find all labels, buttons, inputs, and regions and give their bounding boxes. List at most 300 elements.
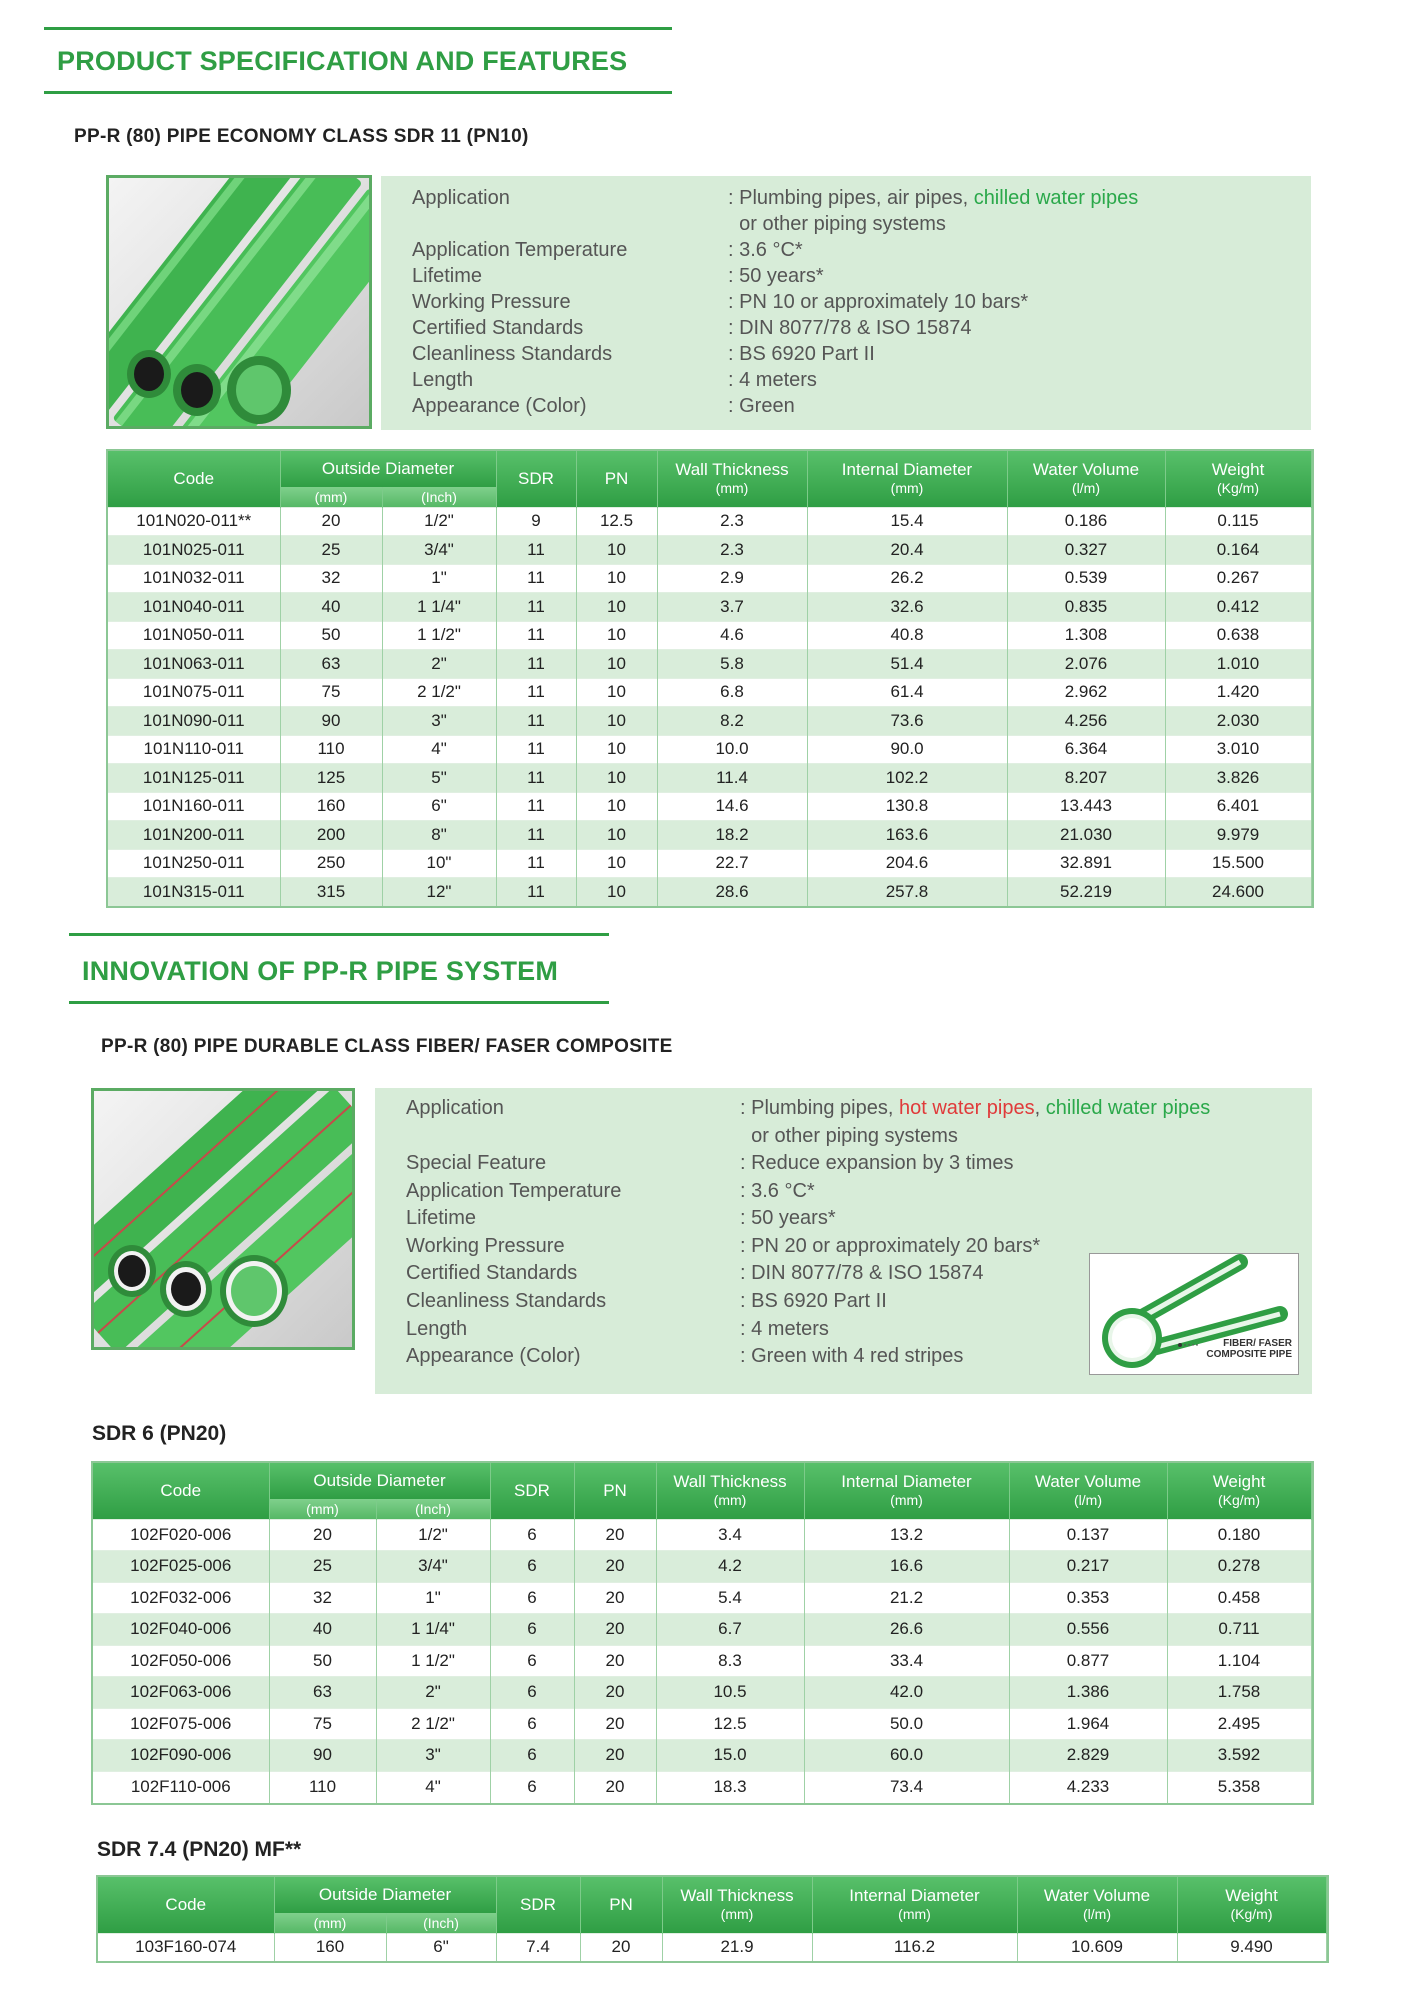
table-cell: 1/2" [376, 1519, 490, 1551]
table-cell: 6 [490, 1708, 574, 1740]
table-cell: 11 [496, 821, 576, 850]
table-cell: 10.5 [656, 1677, 804, 1709]
table-cell: 12" [382, 878, 496, 907]
spec-row [381, 211, 1311, 237]
spec-value: : Green with 4 red stripes [740, 1345, 964, 1367]
table-cell: 3/4" [376, 1551, 490, 1583]
spec-value: : 4 meters [740, 1318, 829, 1340]
table-cell: 40.8 [807, 621, 1007, 650]
table-cell: 4.6 [657, 621, 807, 650]
table-cell: 11 [496, 764, 576, 793]
table-cell: 130.8 [807, 792, 1007, 821]
table-cell: 20 [574, 1645, 656, 1677]
table-cell: 15.500 [1165, 849, 1311, 878]
table-cell: 10 [576, 735, 657, 764]
table-cell: 101N063-011 [108, 650, 280, 679]
table-cell: 11 [496, 678, 576, 707]
table-cell: 50 [280, 621, 382, 650]
table-cell: 51.4 [807, 650, 1007, 679]
table-cell: 10 [576, 849, 657, 878]
table-cell: 101N050-011 [108, 621, 280, 650]
table-cell: 11 [496, 564, 576, 593]
table-cell: 3.826 [1165, 764, 1311, 793]
table-cell: 6 [490, 1582, 574, 1614]
product-subtitle-2: PP-R (80) PIPE DURABLE CLASS FIBER/ FASER COMPOSITE [101, 1036, 673, 1057]
col-header-wall-thickness: Wall Thickness (mm) [656, 1463, 804, 1519]
spec-row [381, 289, 1311, 315]
spec-value: : PN 10 or approximately 10 bars* [728, 291, 1029, 313]
table-cell: 11 [496, 849, 576, 878]
sdr6-title: SDR 6 (PN20) [92, 1422, 227, 1445]
spec-label: Length [406, 1318, 468, 1340]
table-cell: 0.267 [1165, 564, 1311, 593]
table-cell: 11 [496, 878, 576, 907]
table-cell: 13.2 [804, 1519, 1009, 1551]
spec-label: Cleanliness Standards [412, 343, 613, 365]
table-cell: 101N032-011 [108, 564, 280, 593]
table-cell: 102F063-006 [93, 1677, 269, 1709]
table-row [108, 707, 1311, 736]
table-row [108, 536, 1311, 565]
table-cell: 10 [576, 764, 657, 793]
table-cell: 102F040-006 [93, 1614, 269, 1646]
table-cell: 11 [496, 707, 576, 736]
table-cell: 42.0 [804, 1677, 1009, 1709]
spec-label: Certified Standards [406, 1262, 578, 1284]
fiber-pipes-icon [94, 1091, 352, 1347]
table-cell: 3" [382, 707, 496, 736]
table-cell: 2.076 [1007, 650, 1165, 679]
table-cell: 0.137 [1009, 1519, 1167, 1551]
table-row [108, 878, 1311, 907]
spec-label: Application [406, 1097, 504, 1119]
table-cell: 4" [376, 1771, 490, 1803]
table-cell: 1.010 [1165, 650, 1311, 679]
heading-rule-bottom [44, 91, 672, 94]
col-subheader-mm: (mm) [269, 1499, 376, 1519]
table-cell: 32 [269, 1582, 376, 1614]
table-cell: 11 [496, 650, 576, 679]
table-row [108, 621, 1311, 650]
table-cell: 4" [382, 735, 496, 764]
table-cell: 1/2" [382, 507, 496, 536]
table-cell: 10 [576, 650, 657, 679]
table-cell: 2.962 [1007, 678, 1165, 707]
table-cell: 7.4 [496, 1933, 580, 1961]
spec-row [381, 393, 1311, 419]
spec-value: : BS 6920 Part II [728, 343, 875, 365]
spec-value: : DIN 8077/78 & ISO 15874 [740, 1262, 984, 1284]
table-cell: 0.877 [1009, 1645, 1167, 1677]
table-cell: 101N125-011 [108, 764, 280, 793]
table-cell: 6" [382, 792, 496, 821]
table-cell: 0.115 [1165, 507, 1311, 536]
col-subheader-inch: (Inch) [376, 1499, 490, 1519]
table-cell: 20 [574, 1519, 656, 1551]
spec-label: Application Temperature [412, 239, 628, 261]
spec-box [381, 176, 1311, 430]
spec-label: Appearance (Color) [406, 1345, 581, 1367]
table-cell: 6.7 [656, 1614, 804, 1646]
spec-value: : DIN 8077/78 & ISO 15874 [728, 317, 972, 339]
table-cell: 9.490 [1177, 1933, 1326, 1961]
col-header-internal-diameter: Internal Diameter (mm) [804, 1463, 1009, 1519]
table-row [108, 735, 1311, 764]
table-cell: 101N075-011 [108, 678, 280, 707]
table-cell: 2" [376, 1677, 490, 1709]
table-row [108, 593, 1311, 622]
table-cell: 75 [280, 678, 382, 707]
table-cell: 0.186 [1007, 507, 1165, 536]
spec-label: Length [412, 369, 474, 391]
table-cell: 40 [280, 593, 382, 622]
spec-row [381, 263, 1311, 289]
pipe-spec-table-sdr74 [98, 1877, 1327, 1961]
table-cell: 6 [490, 1614, 574, 1646]
heading-rule-top-2 [69, 933, 609, 936]
spec-label: Special Feature [406, 1152, 547, 1174]
table-cell: 315 [280, 878, 382, 907]
table-cell: 3" [376, 1740, 490, 1772]
pipe-photo [106, 175, 372, 429]
table-cell: 5.8 [657, 650, 807, 679]
table-cell: 4.233 [1009, 1771, 1167, 1803]
table-cell: 9 [496, 507, 576, 536]
table-cell: 11 [496, 593, 576, 622]
table-cell: 257.8 [807, 878, 1007, 907]
spec-value: or other piping systems [728, 213, 946, 235]
spec-row [381, 367, 1311, 393]
table-cell: 90 [280, 707, 382, 736]
table-cell: 101N040-011 [108, 593, 280, 622]
table-cell: 102F075-006 [93, 1708, 269, 1740]
table-row [93, 1677, 1311, 1709]
spec-label: Application Temperature [406, 1180, 622, 1202]
table-cell: 0.556 [1009, 1614, 1167, 1646]
table-cell: 10 [576, 536, 657, 565]
table-row [93, 1614, 1311, 1646]
pipe-photo-2 [91, 1088, 355, 1350]
table-cell: 2.3 [657, 507, 807, 536]
table-cell: 10 [576, 821, 657, 850]
table-cell: 18.3 [656, 1771, 804, 1803]
table-cell: 22.7 [657, 849, 807, 878]
spec-value: : 3.6 °C* [728, 239, 803, 261]
table-cell: 6 [490, 1677, 574, 1709]
table-cell: 6 [490, 1771, 574, 1803]
table-cell: 20 [280, 507, 382, 536]
table-cell: 1.758 [1167, 1677, 1311, 1709]
table-cell: 1.386 [1009, 1677, 1167, 1709]
col-header-internal-diameter: Internal Diameter (mm) [812, 1877, 1017, 1933]
col-header-outside-diameter: Outside Diameter [280, 451, 496, 487]
spec-label: Lifetime [412, 265, 483, 287]
table-cell: 1 1/4" [382, 593, 496, 622]
table-cell: 2 1/2" [382, 678, 496, 707]
spec-value: : 3.6 °C* [740, 1180, 815, 1202]
table-cell: 101N315-011 [108, 878, 280, 907]
table-row [108, 678, 1311, 707]
table-cell: 20 [574, 1740, 656, 1772]
table-row [93, 1771, 1311, 1803]
spec-value: : Green [728, 395, 795, 417]
col-subheader-inch: (Inch) [386, 1913, 496, 1933]
table-cell: 101N025-011 [108, 536, 280, 565]
table-cell: 63 [269, 1677, 376, 1709]
table-cell: 32 [280, 564, 382, 593]
table-cell: 9.979 [1165, 821, 1311, 850]
table-row [93, 1708, 1311, 1740]
table-cell: 24.600 [1165, 878, 1311, 907]
table-cell: 11 [496, 536, 576, 565]
table-cell: 2 1/2" [376, 1708, 490, 1740]
col-header-internal-diameter: Internal Diameter (mm) [807, 451, 1007, 507]
col-header-water-volume: Water Volume (l/m) [1009, 1463, 1167, 1519]
table-row [108, 849, 1311, 878]
spec-row [375, 1095, 1312, 1121]
green-pipes-icon [109, 178, 369, 426]
table-cell: 204.6 [807, 849, 1007, 878]
table-cell: 0.835 [1007, 593, 1165, 622]
table-cell: 32.6 [807, 593, 1007, 622]
table-cell: 10" [382, 849, 496, 878]
table-row [108, 564, 1311, 593]
table-cell: 6" [386, 1933, 496, 1961]
spec-value: : BS 6920 Part II [740, 1290, 887, 1312]
spec-row [375, 1178, 1312, 1204]
col-header-pn: PN [580, 1877, 662, 1933]
table-cell: 3.592 [1167, 1740, 1311, 1772]
table-cell: 15.0 [656, 1740, 804, 1772]
table-cell: 102.2 [807, 764, 1007, 793]
table-cell: 2.9 [657, 564, 807, 593]
spec-box-2 [375, 1088, 1312, 1394]
table-cell: 102F050-006 [93, 1645, 269, 1677]
table-row [93, 1645, 1311, 1677]
table-cell: 160 [280, 792, 382, 821]
table-cell: 11 [496, 792, 576, 821]
spec-value: : 4 meters [728, 369, 817, 391]
table-row [93, 1551, 1311, 1583]
table-cell: 40 [269, 1614, 376, 1646]
table-cell: 102F110-006 [93, 1771, 269, 1803]
table-cell: 6 [490, 1551, 574, 1583]
table-cell: 6.8 [657, 678, 807, 707]
col-subheader-inch: (Inch) [382, 487, 496, 507]
table-row [93, 1740, 1311, 1772]
table-cell: 14.6 [657, 792, 807, 821]
col-header-water-volume: Water Volume (l/m) [1007, 451, 1165, 507]
table-row [93, 1582, 1311, 1614]
table-cell: 21.030 [1007, 821, 1165, 850]
table-cell: 20 [574, 1708, 656, 1740]
table-cell: 116.2 [812, 1933, 1017, 1961]
table-cell: 10 [576, 878, 657, 907]
col-header-code: Code [98, 1877, 274, 1933]
table-cell: 3/4" [382, 536, 496, 565]
composite-pipe-caption: FIBER/ FASER COMPOSITE PIPE [1206, 1338, 1292, 1360]
table-cell: 4.2 [656, 1551, 804, 1583]
spec-value: : Plumbing pipes, hot water pipes, chilled water pipes [740, 1097, 1211, 1119]
table-cell: 25 [280, 536, 382, 565]
table-cell: 11 [496, 735, 576, 764]
table-cell: 0.412 [1165, 593, 1311, 622]
spec-row [375, 1123, 1312, 1149]
col-header-sdr: SDR [496, 451, 576, 507]
table-cell: 33.4 [804, 1645, 1009, 1677]
table-cell: 73.4 [804, 1771, 1009, 1803]
table-cell: 90 [269, 1740, 376, 1772]
col-subheader-mm: (mm) [280, 487, 382, 507]
table-cell: 13.443 [1007, 792, 1165, 821]
table-cell: 1 1/2" [376, 1645, 490, 1677]
col-header-outside-diameter: Outside Diameter [269, 1463, 490, 1499]
table-cell: 0.539 [1007, 564, 1165, 593]
table-cell: 20 [574, 1551, 656, 1583]
table-cell: 20 [269, 1519, 376, 1551]
table-cell: 20 [580, 1933, 662, 1961]
table-cell: 6 [490, 1740, 574, 1772]
spec-label: Working Pressure [412, 291, 571, 313]
spec-row [381, 341, 1311, 367]
table-cell: 5.358 [1167, 1771, 1311, 1803]
table-row [108, 650, 1311, 679]
table-cell: 0.278 [1167, 1551, 1311, 1583]
table-cell: 28.6 [657, 878, 807, 907]
spec-value: : 50 years* [740, 1207, 836, 1229]
spec-label: Lifetime [406, 1207, 477, 1229]
pipe-spec-table-sdr11 [108, 451, 1312, 906]
table-cell: 20.4 [807, 536, 1007, 565]
spec-row [375, 1205, 1312, 1231]
section-title: PRODUCT SPECIFICATION AND FEATURES [57, 46, 628, 76]
table-cell: 103F160-074 [98, 1933, 274, 1961]
table-cell: 90.0 [807, 735, 1007, 764]
table-cell: 25 [269, 1551, 376, 1583]
table-cell: 101N020-011** [108, 507, 280, 536]
table-cell: 21.2 [804, 1582, 1009, 1614]
table-cell: 1" [382, 564, 496, 593]
table-cell: 10 [576, 792, 657, 821]
table-cell: 1 1/2" [382, 621, 496, 650]
table-cell: 110 [280, 735, 382, 764]
table-cell: 0.217 [1009, 1551, 1167, 1583]
table-cell: 21.9 [662, 1933, 812, 1961]
table-cell: 12.5 [576, 507, 657, 536]
heading-rule-bottom-2 [69, 1001, 609, 1004]
table-cell: 10 [576, 564, 657, 593]
table-cell: 75 [269, 1708, 376, 1740]
table-cell: 8" [382, 821, 496, 850]
table-cell: 6.401 [1165, 792, 1311, 821]
table-cell: 0.327 [1007, 536, 1165, 565]
spec-value: : PN 20 or approximately 20 bars* [740, 1235, 1041, 1257]
product-subtitle: PP-R (80) PIPE ECONOMY CLASS SDR 11 (PN10) [74, 126, 529, 147]
table-cell: 10 [576, 678, 657, 707]
table-cell: 0.180 [1167, 1519, 1311, 1551]
table-cell: 20 [574, 1677, 656, 1709]
table-cell: 3.7 [657, 593, 807, 622]
table-cell: 101N090-011 [108, 707, 280, 736]
table-cell: 20 [574, 1614, 656, 1646]
table-cell: 12.5 [656, 1708, 804, 1740]
table-cell: 0.458 [1167, 1582, 1311, 1614]
table-cell: 163.6 [807, 821, 1007, 850]
table-cell: 18.2 [657, 821, 807, 850]
composite-pipe-diagram [1089, 1253, 1299, 1375]
spec-label: Certified Standards [412, 317, 584, 339]
table-cell: 1.104 [1167, 1645, 1311, 1677]
table-cell: 8.207 [1007, 764, 1165, 793]
table-cell: 6.364 [1007, 735, 1165, 764]
pipe-spec-table-sdr6 [93, 1463, 1312, 1803]
table-cell: 2.495 [1167, 1708, 1311, 1740]
table-cell: 0.711 [1167, 1614, 1311, 1646]
table-row [98, 1933, 1326, 1961]
table-row [108, 792, 1311, 821]
table-row [108, 764, 1311, 793]
table-cell: 101N250-011 [108, 849, 280, 878]
table-cell: 0.353 [1009, 1582, 1167, 1614]
table-cell: 1 1/4" [376, 1614, 490, 1646]
table-cell: 60.0 [804, 1740, 1009, 1772]
table-cell: 2.829 [1009, 1740, 1167, 1772]
table-cell: 50 [269, 1645, 376, 1677]
col-header-sdr: SDR [496, 1877, 580, 1933]
spec-value: : Plumbing pipes, air pipes, chilled water pipes [728, 187, 1139, 209]
table-cell: 6 [490, 1645, 574, 1677]
table-cell: 1.308 [1007, 621, 1165, 650]
table-cell: 110 [269, 1771, 376, 1803]
table-cell: 11.4 [657, 764, 807, 793]
table-cell: 52.219 [1007, 878, 1165, 907]
heading-rule-top [44, 27, 672, 30]
table-cell: 102F032-006 [93, 1582, 269, 1614]
table-cell: 2.030 [1165, 707, 1311, 736]
col-header-sdr: SDR [490, 1463, 574, 1519]
table-cell: 6 [490, 1519, 574, 1551]
table-cell: 101N110-011 [108, 735, 280, 764]
table-cell: 200 [280, 821, 382, 850]
table-cell: 15.4 [807, 507, 1007, 536]
table-cell: 102F020-006 [93, 1519, 269, 1551]
table-cell: 16.6 [804, 1551, 1009, 1583]
table-cell: 61.4 [807, 678, 1007, 707]
table-cell: 10.609 [1017, 1933, 1177, 1961]
table-cell: 50.0 [804, 1708, 1009, 1740]
table-cell: 10 [576, 621, 657, 650]
col-header-weight: Weight (Kg/m) [1167, 1463, 1311, 1519]
table-cell: 1.964 [1009, 1708, 1167, 1740]
table-cell: 102F025-006 [93, 1551, 269, 1583]
col-header-pn: PN [576, 451, 657, 507]
spec-label: Working Pressure [406, 1235, 565, 1257]
table-cell: 5.4 [656, 1582, 804, 1614]
table-cell: 3.4 [656, 1519, 804, 1551]
col-header-weight: Weight (Kg/m) [1165, 451, 1311, 507]
table-cell: 10 [576, 593, 657, 622]
section-title-2: INNOVATION OF PP-R PIPE SYSTEM [82, 956, 559, 986]
table-cell: 5" [382, 764, 496, 793]
spec-value: : Reduce expansion by 3 times [740, 1152, 1014, 1174]
table-cell: 11 [496, 621, 576, 650]
table-cell: 32.891 [1007, 849, 1165, 878]
spec-label: Cleanliness Standards [406, 1290, 607, 1312]
table-cell: 160 [274, 1933, 386, 1961]
table-cell: 125 [280, 764, 382, 793]
table-cell: 8.2 [657, 707, 807, 736]
col-header-outside-diameter: Outside Diameter [274, 1877, 496, 1913]
